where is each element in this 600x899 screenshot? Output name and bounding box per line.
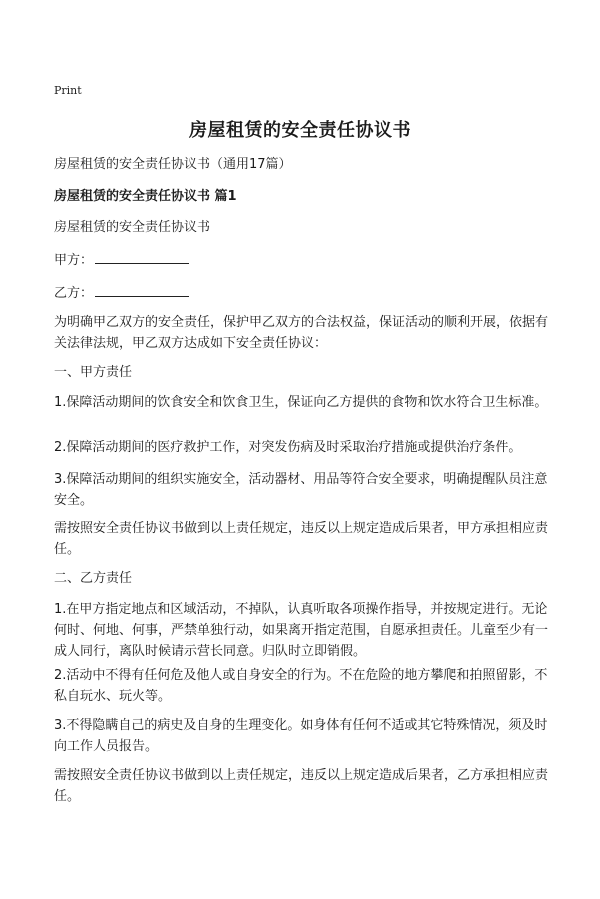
party-a-item-3: 3.保障活动期间的组织实施安全，活动器材、用品等符合安全要求，明确提醒队员注意安全。	[54, 472, 548, 508]
party-a-item-1: 1.保障活动期间的饮食安全和饮食卫生，保证向乙方提供的食物和饮水符合卫生标准。	[54, 395, 548, 410]
page-title: 房屋租赁的安全责任协议书	[189, 120, 411, 141]
party-a-item-2: 2.保障活动期间的医疗救护工作，对突发伤病及时采取治疗措施或提供治疗条件。	[54, 440, 522, 455]
party-b-item-1: 1.在甲方指定地点和区域活动，不掉队，认真听取各项操作指导，并按规定进行。无论何时、何地、何事，严禁单独行动，如果离开指定范围，自愿承担责任。儿童至少有一成人同行，离队时候请示营长同意。归队时立即销假。	[54, 602, 549, 659]
party-b-label: 乙方：	[54, 286, 94, 301]
party-b-closing: 需按照安全责任协议书做到以上责任规定，违反以上规定造成后果者，乙方承担相应责任。	[54, 768, 549, 804]
party-a-line	[54, 249, 554, 271]
party-b-item-3: 3.不得隐瞒自己的病史及自身的生理变化。如身体有任何不适或其它特殊情况，须及时向工作人员报告。	[54, 718, 548, 754]
party-a-closing: 需按照安全责任协议书做到以上责任规定，违反以上规定造成后果者，甲方承担相应责任。	[54, 521, 549, 557]
intro-paragraph: 为明确甲乙双方的安全责任，保护甲乙双方的合法权益，保证活动的顺利开展，依据有关法律法规，甲乙双方达成如下安全责任协议：	[54, 315, 549, 351]
party-b-item-2: 2.活动中不得有任何危及他人或自身安全的行为。不在危险的地方攀爬和拍照留影，不私自玩水、玩火等。	[54, 668, 548, 704]
document-subtitle: 房屋租赁的安全责任协议书（通用17篇）	[54, 157, 292, 172]
party-b-heading: 二、乙方责任	[54, 571, 133, 586]
party-b-line	[54, 282, 554, 304]
print-label: Print	[54, 84, 82, 97]
party-a-blank	[95, 249, 189, 264]
party-a-heading: 一、甲方责任	[54, 365, 133, 380]
party-b-blank	[95, 282, 189, 297]
party-a-label: 甲方：	[54, 253, 94, 268]
document-name: 房屋租赁的安全责任协议书	[54, 220, 211, 235]
section-heading: 房屋租赁的安全责任协议书 篇1	[54, 189, 237, 204]
